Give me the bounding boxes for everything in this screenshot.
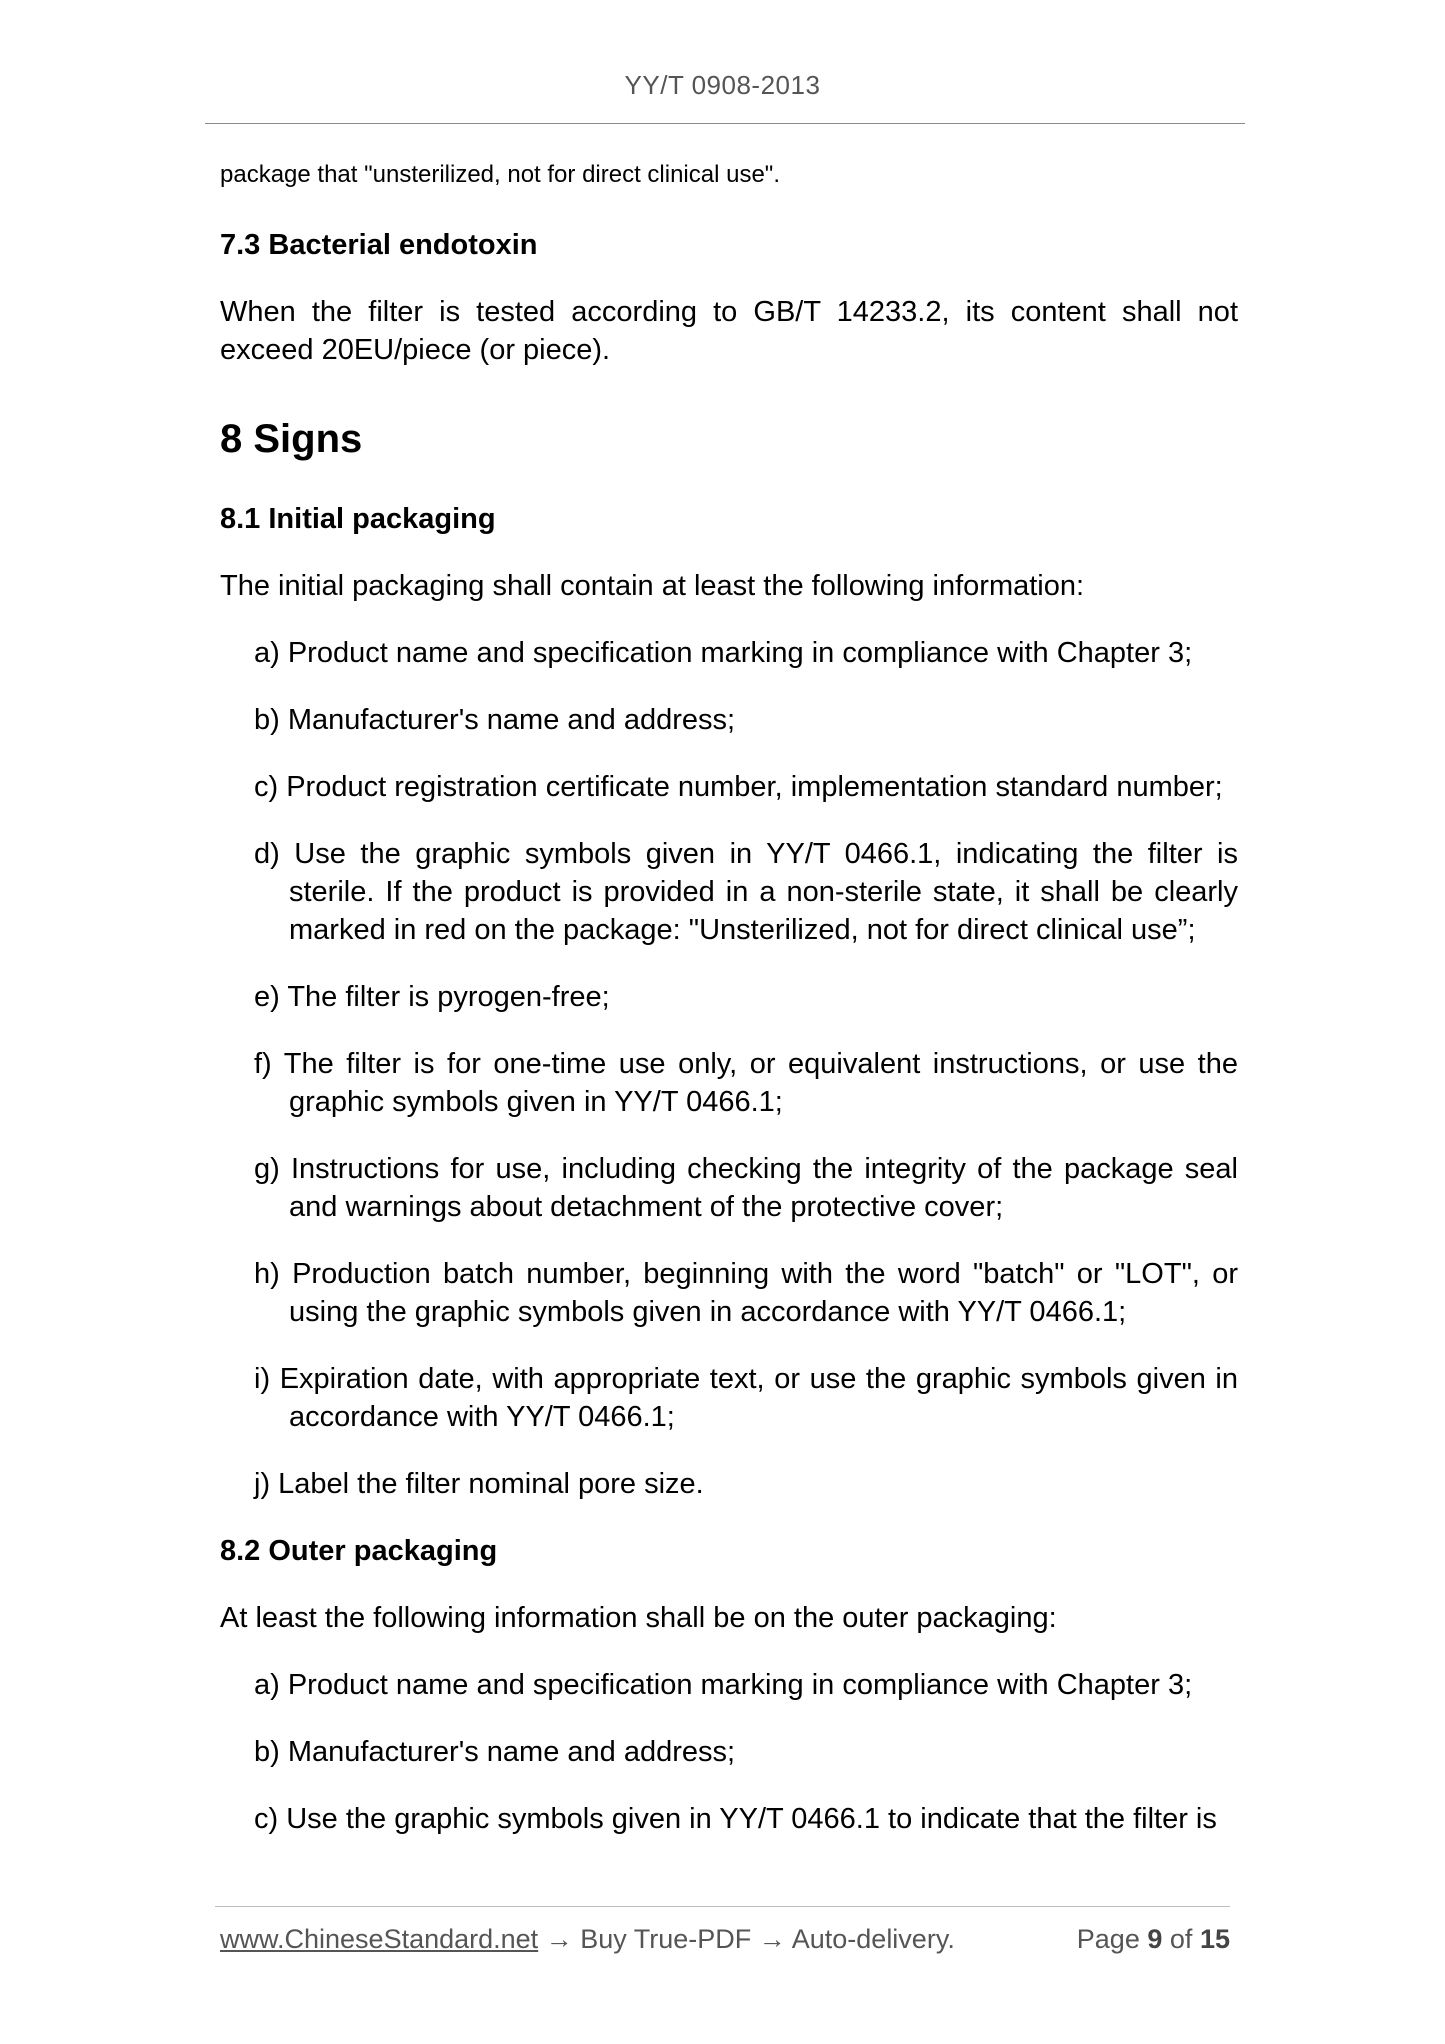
section-8-2-intro: At least the following information shall be on the outer packaging:	[220, 1602, 1057, 1634]
section-8-heading: 8 Signs	[220, 417, 363, 461]
continuation-text: package that "unsterilized, not for direct clinical use".	[220, 161, 780, 188]
footer-promo	[220, 1924, 955, 1955]
page-counter	[1077, 1924, 1230, 1955]
page-label: Page	[1076, 1924, 1140, 1954]
section-8-2-heading: 8.2 Outer packaging	[220, 1535, 498, 1567]
list-item: c) Product registration certificate number, implementation standard number;	[254, 771, 1223, 803]
section-8-2-list	[220, 1666, 1238, 1838]
list-item: j) Label the filter nominal pore size.	[254, 1468, 704, 1500]
page-number: 9	[1147, 1924, 1163, 1954]
list-item: b) Manufacturer's name and address;	[254, 704, 736, 736]
list-item: e) The filter is pyrogen-free;	[254, 981, 610, 1013]
of-label: of	[1169, 1924, 1193, 1954]
list-item: b) Manufacturer's name and address;	[254, 1736, 736, 1768]
list-item: i) Expiration date, with appropriate text, or use the graphic symbols given in accordance with YY/T 0466.1;	[254, 1363, 1238, 1433]
page-content	[220, 156, 1238, 1867]
list-item: h) Production batch number, beginning with the word "batch" or "LOT", or using the graphic symbols given in accordance with YY/T 0466.1;	[254, 1258, 1238, 1328]
website-link[interactable]: www.ChineseStandard.net	[220, 1924, 539, 1954]
header-divider	[205, 123, 1245, 124]
list-item: c) Use the graphic symbols given in YY/T 0466.1 to indicate that the filter is	[254, 1803, 1217, 1835]
section-8-1-intro: The initial packaging shall contain at least the following information:	[220, 570, 1085, 602]
footer-tagline: → Buy True-PDF → Auto-delivery.	[538, 1924, 955, 1954]
list-item: a) Product name and specification marking in compliance with Chapter 3;	[254, 1669, 1193, 1701]
list-item: d) Use the graphic symbols given in YY/T 0466.1, indicating the filter is sterile. If the product is provided in a non-sterile state, it shall be clearly marked in red on the package: "Unsterilized, not for direct clinical use”;	[254, 838, 1238, 946]
section-8-1-list	[220, 634, 1238, 1503]
section-8-1-heading: 8.1 Initial packaging	[220, 503, 496, 535]
footer-divider	[215, 1906, 1230, 1907]
list-item: g) Instructions for use, including checking the integrity of the package seal and warnings about detachment of the protective cover;	[254, 1153, 1238, 1223]
document-id-header: YY/T 0908-2013	[624, 70, 821, 100]
list-item: f) The filter is for one-time use only, or equivalent instructions, or use the graphic symbols given in YY/T 0466.1;	[254, 1048, 1238, 1118]
section-7-3-heading: 7.3 Bacterial endotoxin	[220, 229, 538, 261]
page-total: 15	[1199, 1924, 1230, 1954]
list-item: a) Product name and specification marking in compliance with Chapter 3;	[254, 637, 1193, 669]
section-7-3-text: When the filter is tested according to GB/T 14233.2, its content shall not exceed 20EU/piece (or piece).	[220, 296, 1238, 366]
